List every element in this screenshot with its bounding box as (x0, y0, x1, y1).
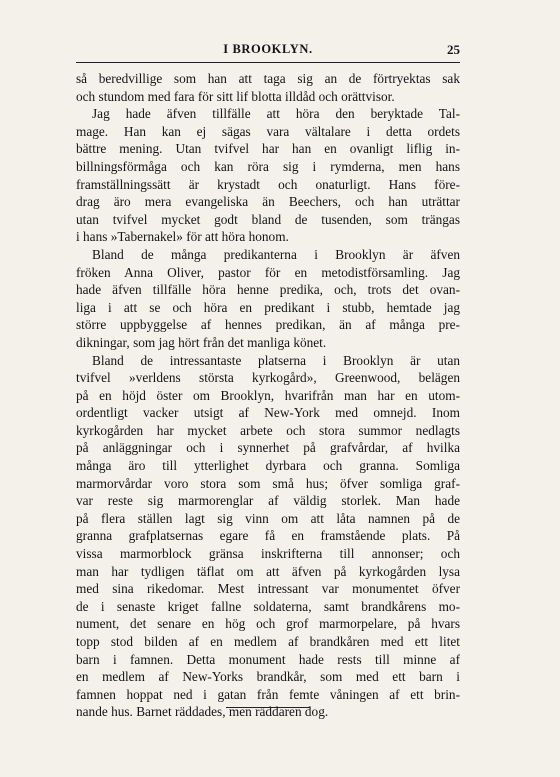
text-line: nande hus. Barnet räddades, men räddaren dog. (76, 704, 329, 720)
text-line: utan tvifvel mycket godt bland de tusenden, som trängas (76, 211, 460, 227)
text-line: framställningssätt är krystadt och onaturligt. Hans före- (76, 176, 460, 192)
text-line: liga i att se och höra en predikant i stubb, hemtade jag (76, 299, 460, 315)
text-line: kyrkogården har mycket arbete och stora summor nedlagts (76, 422, 460, 438)
text-line: de i senaste kriget fallne soldaterna, samt brandkårens mo- (76, 598, 460, 614)
text-line: i hans »Tabernakel» för att höra honom. (76, 229, 289, 245)
text-line: topp stod bilden af en medlem af brandkåren med ett litet (76, 634, 460, 649)
text-line: ordentligt vacker utsigt af New-York med omnejd. Inom (76, 405, 460, 421)
text-line: famnen hoppat ned i gatan från femte våningen af ett brin- (76, 686, 460, 702)
text-line: större uppbyggelse af hennes predikan, än af många pre- (76, 317, 460, 333)
header-rule (76, 62, 460, 63)
text-line: på flera ställen lagt sig vinn om att låta namnen på de (76, 510, 460, 526)
text-line: nument, det senare en hög och grof marmorpelare, på hvars (76, 616, 460, 632)
text-line: Jag hade äfven tillfälle att höra den beryktade Tal- (92, 106, 460, 122)
text-line: var reste sig marmorenglar af väldig storlek. Man hade (76, 493, 460, 509)
running-head (76, 42, 460, 58)
text-line: man har tydligen täflat om att äfven på kyrkogården lysa (76, 563, 460, 579)
text-line: drag äro mera evangeliska än Beechers, och han uträttar (76, 194, 460, 210)
text-line: billningsförmåga och kan röra sig i rymderna, men hans (76, 158, 460, 174)
text-line: och stundom med fara för sitt lif blotta illdåd och orättvisor. (76, 88, 395, 104)
text-line: på en höjd öster om Brooklyn, hvarifrån man har en utom- (76, 387, 460, 403)
text-line: dikningar, som jag hört från det manliga könet. (76, 334, 327, 350)
running-head-title: I BROOKLYN. (223, 42, 313, 56)
text-line: med sina rikedomar. Mest intressant var monumentet öfver (76, 581, 460, 597)
body-text (76, 70, 460, 721)
text-line: fröken Anna Oliver, pastor för en metodistförsamling. Jag (76, 264, 460, 280)
end-rule (226, 707, 310, 708)
text-line: på anläggningar och i synnerhet på grafvårdar, af hvilka (76, 440, 460, 456)
text-line: bättre mening. Utan tvifvel har han en ovanligt liflig in- (76, 141, 460, 157)
text-line: hade äfven tillfälle höra henne predika, och, trots det ovan- (76, 282, 460, 298)
text-line: många äro till ytterlighet dyrbara och granna. Somliga (76, 458, 460, 474)
text-line: tvifvel »verldens största kyrkogård», Greenwood, belägen (76, 370, 460, 386)
text-line: marmorvårdar voro stora som små hus; öfver somliga graf- (76, 475, 460, 491)
text-line: vissa marmorblock gränsa inskrifterna till annonser; och (76, 546, 460, 562)
text-line: Bland de många predikanterna i Brooklyn är äfven (92, 246, 460, 262)
text-line: granna grafplatsernas egare få en framstående plats. På (76, 528, 460, 544)
page-number: 25 (447, 42, 460, 57)
text-line: Bland de intressantaste platserna i Brooklyn är utan (92, 352, 460, 368)
text-line: en medlem af New-Yorks brandkår, som med ett barn i (76, 669, 460, 685)
text-line: mage. Han kan ej sägas vara vältalare i detta ordets (76, 123, 460, 139)
text-line: barn i famnen. Detta monument hade rests till minne af (76, 651, 460, 667)
text-line: så beredvillige som han att taga sig an de förtryektas sak (76, 71, 460, 86)
